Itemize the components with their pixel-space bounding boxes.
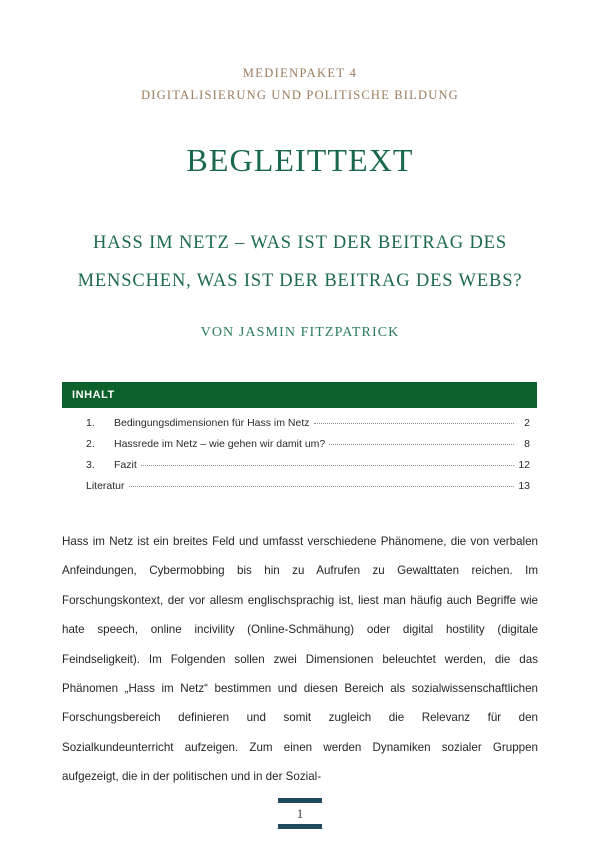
toc-header-bar xyxy=(62,382,537,408)
toc-entry-title: Fazit xyxy=(114,459,137,471)
toc-entry[interactable] xyxy=(86,480,530,501)
series-header-line-2: DIGITALISIERUNG UND POLITISCHE BILDUNG xyxy=(141,88,459,102)
page-footer xyxy=(0,798,600,829)
toc-leader-dots xyxy=(129,486,514,487)
toc-leader-dots xyxy=(314,423,514,424)
toc-entry[interactable] xyxy=(86,459,530,480)
toc-entry-page: 8 xyxy=(524,438,530,450)
series-header xyxy=(0,62,600,106)
toc-entry-page: 12 xyxy=(518,459,530,471)
toc-leader-dots xyxy=(329,444,514,445)
toc-entry-page: 13 xyxy=(518,480,530,492)
author-byline: VON JASMIN FITZPATRICK xyxy=(200,325,400,340)
toc-entry-page: 2 xyxy=(524,417,530,429)
toc-entry-number: 1. xyxy=(86,417,95,429)
body-paragraph: Hass im Netz ist ein breites Feld und umfasst verschiedene Phänomene, die von verbalen Anfeindungen, Cybermobbing bis hin zu Aufrufen zu Gewalttaten reichen. Im Forschungskontext, der vor allesm englischsprachig ist, liest man häufig auch Begriffe wie hate speech, online incivility (Online-Schmähung) oder digital hostility (digitale Feindseligkeit). Im Folgenden sollen zwei Dimensionen beleuchtet werden, die das Phänomen „Hass im Netz“ bestimmen und diesen Bereich als sozialwissenschaftlichen Forschungsbereich definieren und somit zugleich die Relevanz für den Sozialkundeunterricht aufzeigen. Zum einen werden Dynamiken sozialer Gruppen aufgezeigt, die in der politischen und in der Sozial- xyxy=(62,535,538,784)
toc-entry-title: Hassrede im Netz – wie gehen wir damit um? xyxy=(114,438,326,450)
page-subtitle-line-1: HASS IM NETZ – WAS IST DER BEITRAG DES xyxy=(93,233,507,253)
toc-entry-list xyxy=(62,417,537,501)
toc-entry-title: Bedingungsdimensionen für Hass im Netz xyxy=(114,417,310,429)
toc-header-label: INHALT xyxy=(72,389,115,401)
series-header-line-1: MEDIENPAKET 4 xyxy=(242,66,358,80)
toc-leader-dots xyxy=(141,465,514,466)
toc-entry-title: Literatur xyxy=(86,480,125,492)
table-of-contents xyxy=(62,382,537,501)
toc-entry[interactable] xyxy=(86,417,530,438)
toc-entry[interactable] xyxy=(86,438,530,459)
toc-entry-number: 3. xyxy=(86,459,95,471)
toc-entry-number: 2. xyxy=(86,438,95,450)
page-subtitle-line-2: MENSCHEN, WAS IST DER BEITRAG DES WEBS? xyxy=(77,271,523,291)
page-subtitle xyxy=(40,224,560,300)
page-number: 1 xyxy=(296,806,304,821)
footer-rule-bottom xyxy=(278,824,322,829)
page-title: BEGLEITTEXT xyxy=(186,142,414,178)
